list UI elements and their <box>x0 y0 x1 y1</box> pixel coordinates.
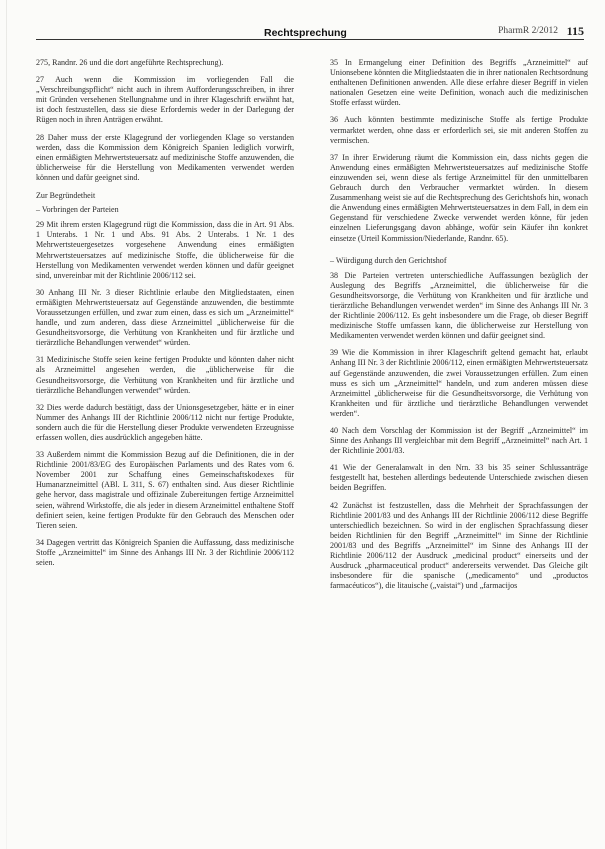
paragraph-41: 41 Wie der Generalanwalt in den Nrn. 33 bis 35 seiner Schlussanträge festgestellt hat, bestehen allerdings bedeutende Unterschiede zwischen diesen beiden Begriffen. <box>330 463 588 493</box>
paragraph-34: 34 Dagegen vertritt das Königreich Spanien die Auffassung, dass medizinische Stoffe „Arzneimittel“ im Sinne des Anhangs III Nr. 3 der Richtlinie 2006/112 seien. <box>36 537 294 568</box>
paragraph-38: 38 Die Parteien vertreten unterschiedliche Auffassungen bezüglich der Auslegung des Begriffs „Arzneimittel, die üblicherweise für die Gesundheitsvorsorge, die Verhütung von Krankheiten und für ärztliche und tierärztliche Behandlungen verwendet werden“ im Sinne des Anhangs III Nr. 3 der Richtlinie 2006/112. Es geht insbesondere um die Frage, ob dieser Begriff medizinische Stoffe umfassen kann, die üblicherweise zur Herstellung von Medikamenten verwendet werden können und dafür geeignet sind. <box>330 270 588 341</box>
paragraph-37: 37 In ihrer Erwiderung räumt die Kommission ein, dass nichts gegen die Anwendung eines ermäßigten Mehrwertsteuersatzes auf medizinische Stoffe einzuwenden sei, wenn diese als fertige Arzneimittel für den unmittelbaren Gebrauch durch den Verbraucher vermarktet würden. In diesem Zusammenhang weist sie auf die Rechtsprechung des Gerichtshofs hin, wonach die Anwendung eines ermäßigten Mehrwertsteuersatzes in dem Fall, in dem ein Gegenstand für verschiedene Zwecke verwendet werden könne, für jeden einzelnen Lieferungsgang davon abhänge, wofür sein Käufer ihn konkret einsetze (Urteil Kommission/Niederlande, Randnr. 65). <box>330 152 588 243</box>
section-heading: Zur Begründetheit <box>36 191 96 201</box>
right-column <box>330 58 588 598</box>
header-rule <box>36 39 584 40</box>
paragraph-33: 33 Außerdem nimmt die Kommission Bezug auf die Definitionen, die in der Richtlinie 2001/83/EG des Europäischen Parlaments und des Rates vom 6. November 2001 zur Schaffung eines Gemeinschaftskodexes für Humanarzneimittel (ABl. L 311, S. 67) enthalten sind. Aus dieser Richtlinie gehe hervor, dass magistrale und offizinale Zubereitungen fertige Arzneimittel seien, während Wirkstoffe, die als jeder in diesem Arzneimittel enthaltene Stoff definiert seien, keine fertigen Produkte für den Gebrauch des Menschen oder Tieren seien. <box>36 450 294 530</box>
paragraph-36: 36 Auch könnten bestimmte medizinische Stoffe als fertige Produkte vermarktet werden, ohne dass er erforderlich sei, sie mit anderen Stoffen zu vermischen. <box>330 115 588 145</box>
page-header <box>36 22 584 44</box>
paragraph-32: 32 Dies werde dadurch bestätigt, dass der Unionsgesetzgeber, hätte er in einer Nummer des Anhangs III der Richtlinie 2006/112 nicht nur fertige Produkte, sondern auch die für die Herstellung dieser Produkte verwendeten Erzeugnisse erfassen wollen, dies ausdrücklich angegeben hätte. <box>36 402 294 442</box>
subheading-court-assessment: – Würdigung durch den Gerichtshof <box>330 255 447 265</box>
paragraph-31: 31 Medizinische Stoffe seien keine fertigen Produkte und könnten daher nicht als Arzneimittel angesehen werden, die „üblicherweise für die Gesundheitsvorsorge, die Verhütung von Krankheiten und für ärztliche und tierärztliche Behandlungen verwendet“ würden. <box>36 355 294 395</box>
page-number: 115 <box>566 24 584 38</box>
paragraph-39: 39 Wie die Kommission in ihrer Klageschrift geltend gemacht hat, erlaubt Anhang III Nr. 3 der Richtlinie 2006/112, einen ermäßigten Mehrwertsteuersatz auf Gegenstände anzuwenden, die zwei Voraussetzungen erfüllen. Zum einen muss es sich um „Arzneimittel“ handeln, und zum anderen müssen diese Arzneimittel „üblicherweise für die Gesundheitsvorsorge, die Verhütung von Krankheiten und für ärztliche und tierärztliche Behandlungen verwendet werden“. <box>330 348 588 418</box>
paragraph-40: 40 Nach dem Vorschlag der Kommission ist der Begriff „Arzneimittel“ im Sinne des Anhangs III vergleichbar mit dem Begriff „Arzneimittel“ nach Art. 1 der Richtlinie 2001/83. <box>330 426 588 456</box>
paragraph-42: 42 Zunächst ist festzustellen, dass die Mehrheit der Sprachfassungen der Richtlinie 2001/83 und des Anhangs III der Richtlinie 2006/112 diese Begriffe unterschiedlich bezeichnen. So wird in der englischen Sprachfassung dieser beiden Richtlinien für den Begriff „Arzneimittel“ im Sinne der Richtlinie 2001/83 und des Begriffs „Arzneimittel“ im Sinne des Anhangs III der Richtlinie 2006/112 der Ausdruck „medicinal product“ einerseits und der Ausdruck „pharmaceutical product“ andererseits verwendet. Das Gleiche gilt insbesondere für die spanische („medicamento“ und „productos farmacéuticos“), die litauische („vaistai“) und „farmacijos <box>330 500 588 591</box>
paragraph-28: 28 Daher muss der erste Klagegrund der vorliegenden Klage so verstanden werden, dass die Kommission dem Königreich Spanien lediglich vorwirft, einen ermäßigten Mehrwertsteuersatz auf medizinische Stoffe anzuwenden, die üblicherweise für die Herstellung von Medikamenten verwendet werden können und dafür geeignet sind. <box>36 132 294 182</box>
paragraph-27: 27 Auch wenn die Kommission im vorliegenden Fall die „Verschreibungspflicht“ nicht auch in ihrem Aufforderungsschreiben, in ihrer mit Gründen versehenen Stellungnahme und in ihrer Klageschrift erwähnt hat, ist doch festzustellen, dass sie diese Erfordernis weder in der Darlegung der Rügen noch in ihren Anträgen erwähnt. <box>36 75 294 125</box>
section-title: Rechtsprechung <box>264 27 347 39</box>
paragraph-29: 29 Mit ihrem ersten Klagegrund rügt die Kommission, dass die in Art. 91 Abs. 1 Unterabs. 1 Nr. 1 und Abs. 91 Abs. 2 Unterabs. 1 Nr. 1 des Mehrwertsteuergesetzes vorgesehene Anwendung eines ermäßigten Mehrwertsteuersatzes auf medizinische Stoffe, die üblicherweise für die Herstellung von Medikamenten verwendet werden können und dafür geeignet sind, unvereinbar mit der Richtlinie 2006/112 sei. <box>36 220 294 280</box>
paragraph-30: 30 Anhang III Nr. 3 dieser Richtlinie erlaube den Mitgliedstaaten, einen ermäßigten Mehrwertsteuersatz auf Gegenstände anzuwenden, die bestimmte Voraussetzungen erfüllen, und zwar zum einen, dass es sich um „Arzneimittel“ handle, und zum anderen, dass diese Arzneimittel „üblicherweise für die Gesundheitsvorsorge, die Verhütung von Krankheiten und für ärztliche und tierärztliche Behandlungen verwendet“ würden. <box>36 287 294 348</box>
journal-issue: PharmR 2/2012 <box>498 26 558 36</box>
scan-edge <box>6 0 7 849</box>
paragraph-continuation: 275, Randnr. 26 und die dort angeführte Rechtsprechung). <box>36 58 224 67</box>
left-column <box>36 58 294 575</box>
subheading-parties: – Vorbringen der Parteien <box>36 205 119 215</box>
paragraph-35: 35 In Ermangelung einer Definition des Begriffs „Arzneimittel“ auf Unionsebene könnten die Mitgliedstaaten die in ihrer nationalen Rechtsordnung enthaltenen Definitionen anwenden. Alle diese erfahre dieser Begriff in vielen nationalen Gesetzen eine weite Definition, wonach auch die medizinischen Stoffe erfasst würden. <box>330 58 588 108</box>
